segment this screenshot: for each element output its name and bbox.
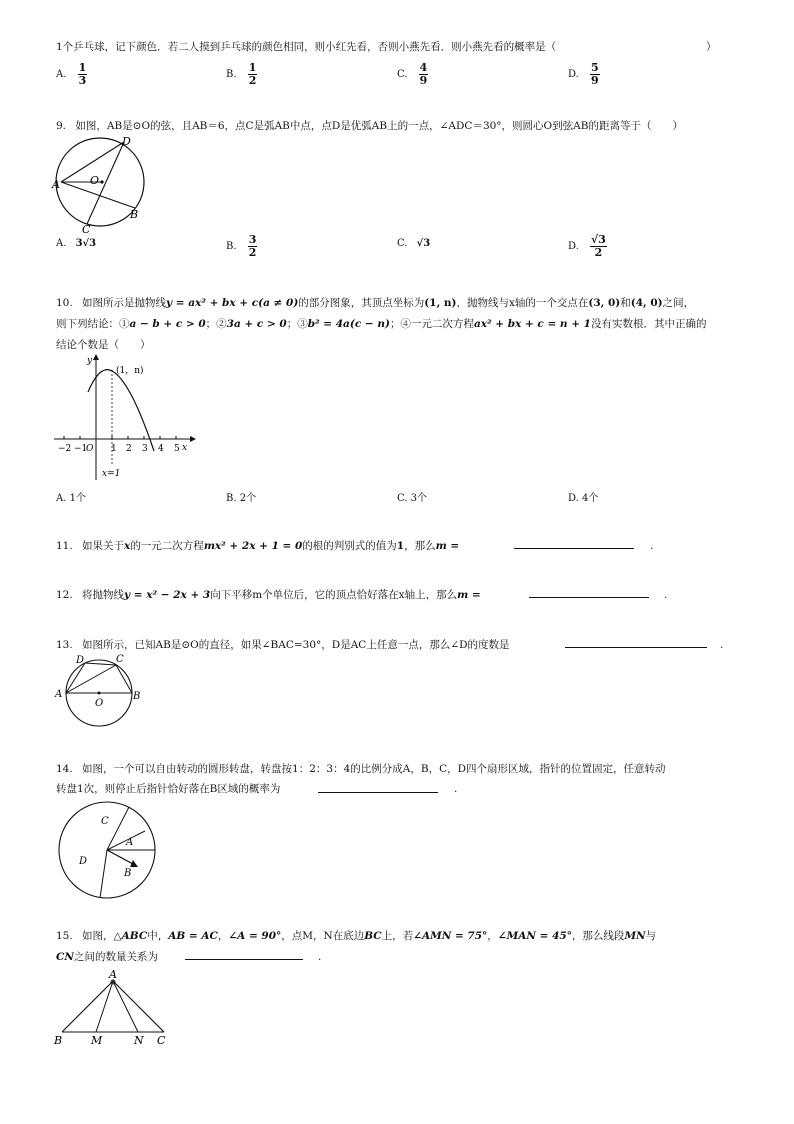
q13-stem: 13. 如图所示，已知AB是⊙O的直径，如果∠BAC=30°，D是AC上任意一点，那么∠D的度数是: [56, 639, 510, 651]
q11-stem: 11. 如果关于x的一元二次方程mx² + 2x + 1 = 0的根的判别式的值为1，那么m =: [56, 540, 460, 552]
q15-side-ab: [62, 981, 113, 1032]
q15-label-c: C: [157, 1034, 166, 1047]
q13-chord-dc: [85, 663, 116, 665]
q14-label-d: D: [79, 856, 88, 867]
q8-option-d[interactable]: D. $\frac{5}{9}$: [568, 61, 599, 87]
q15-label-m: M: [91, 1034, 103, 1047]
q10-tick-1: 1: [111, 444, 117, 454]
q14-line-1: 14. 如图，一个可以自由转动的圆形转盘，转盘按1：2：3：4的比例分成A，B，C，D四个扇形区域，指针的位置固定，任意转动: [56, 763, 666, 775]
q10-origin-label: O: [86, 444, 94, 454]
fraction: $\frac{4}{9}$: [419, 61, 428, 87]
q9-option-a[interactable]: A. 3√3: [56, 238, 97, 249]
q10-line-2: 则下列结论：①a − b + c > 0；②3a + c > 0；③b² = 4a(c − n)；④一元二次方程ax² + bx + c = n + 1没有实数根．其中正确的: [56, 318, 707, 330]
q12-period: .: [664, 589, 668, 601]
q10-tick-3: 3: [142, 444, 148, 454]
q10-y-label: y: [87, 356, 93, 366]
fraction: $\frac{3}{2}$: [248, 233, 257, 259]
q14-label-b: B: [124, 868, 132, 879]
q13-chord-ad: [66, 663, 85, 693]
q10-tick-neg1: −1: [74, 444, 88, 454]
q10-axis-label: x=1: [102, 469, 121, 479]
q13-label-d: D: [76, 655, 85, 666]
q10-line-1: 10. 如图所示是抛物线y = ax² + bx + c(a ≠ 0)的部分图象，其顶点坐标为(1, n)，抛物线与x轴的一个交点在(3, 0)和(4, 0)之间，: [56, 297, 695, 309]
q15-period: .: [318, 951, 322, 963]
q10-option-c[interactable]: C. 3个: [397, 493, 428, 504]
q13-circle-figure: [52, 654, 148, 728]
q14-period: .: [454, 783, 458, 795]
q8-text: 1个乒乓球，记下颜色．若二人摸到乒乓球的颜色相同，则小红先看，否则小燕先看．则小燕先看的概率是（: [56, 41, 557, 53]
q10-option-b[interactable]: B. 2个: [226, 493, 257, 504]
q9-label-o: O: [90, 174, 100, 187]
q15-label-b: B: [54, 1034, 63, 1047]
q13-label-c: C: [116, 654, 124, 665]
q8-option-c[interactable]: C. $\frac{4}{9}$: [397, 61, 428, 87]
q9-label-d: D: [122, 135, 131, 148]
q15-answer-blank[interactable]: [185, 947, 303, 960]
q8-stem: [56, 40, 556, 54]
q10-tick-4: 4: [158, 444, 164, 454]
q9-option-d[interactable]: D. $\frac{√3}{2}$: [568, 233, 606, 259]
fraction: $\frac{1}{3}$: [78, 61, 87, 87]
q15-segment-an: [113, 981, 138, 1032]
q10-y-arrow: [93, 354, 99, 360]
q15-line-1: 15. 如图，△ABC中，AB = AC，∠A = 90°，点M，N在底边BC上，若∠AMN = 75°，∠MAN = 45°，那么线段MN与: [56, 930, 657, 942]
fraction: $\frac{1}{2}$: [248, 61, 257, 87]
q12-answer-blank[interactable]: [529, 585, 649, 598]
q9-option-b[interactable]: B. $\frac{3}{2}$: [226, 233, 257, 259]
q9-label-b: B: [130, 208, 139, 221]
q10-x-arrow: [190, 436, 196, 442]
q10-tick-5: 5: [174, 444, 180, 454]
q13-period: .: [720, 639, 724, 651]
q9-label-a: A: [52, 178, 60, 191]
q13-center-point: [98, 692, 101, 695]
q9-label-c: C: [82, 223, 91, 234]
fraction: $\frac{5}{9}$: [591, 61, 599, 87]
q9-option-c[interactable]: C. √3: [397, 238, 431, 249]
q15-label-n: N: [134, 1034, 144, 1047]
q13-answer-blank[interactable]: [565, 635, 707, 648]
q9-stem: 9. 如图，AB是⊙O的弦，且AB＝6，点C是弧AB中点，点D是优弧AB上的一点，∠ADC＝30°，则圆心O到弦AB的距离等于（ ）: [56, 120, 683, 132]
fraction: $\frac{√3}{2}$: [591, 233, 606, 259]
q14-answer-blank[interactable]: [318, 780, 438, 793]
q8-option-b[interactable]: B. $\frac{1}{2}$: [226, 61, 257, 87]
q14-divider-4: [100, 850, 107, 898]
q13-chord-cb: [116, 665, 132, 693]
q14-pointer: [107, 850, 133, 864]
q9-circle-figure: [50, 134, 150, 234]
q12-stem: 12. 将抛物线y = x² − 2x + 3向下平移m个单位后，它的顶点恰好落在x轴上，那么m =: [56, 589, 481, 601]
q14-label-c: C: [101, 816, 109, 827]
q15-line-2: CN之间的数量关系为: [56, 951, 158, 963]
q14-spinner-figure: [50, 800, 162, 900]
q10-tick-neg2: −2: [58, 444, 72, 454]
q8-option-a[interactable]: A. $\frac{1}{3}$: [56, 61, 87, 87]
q10-option-d[interactable]: D. 4个: [568, 493, 599, 504]
q15-side-ac: [113, 981, 164, 1032]
q10-vertex-label: (1，n): [116, 366, 144, 376]
q13-label-o: O: [95, 698, 104, 709]
q11-period: .: [650, 540, 654, 552]
q15-segment-am: [96, 981, 113, 1032]
q15-label-a: A: [109, 968, 117, 981]
q14-line-2: 转盘1次，则停止后指针恰好落在B区域的概率为: [56, 783, 281, 795]
q14-label-a: A: [126, 837, 134, 848]
q10-parabola-graph: [50, 352, 200, 482]
q13-label-a: A: [55, 689, 63, 700]
q13-label-b: B: [133, 691, 141, 702]
q10-tick-2: 2: [126, 444, 132, 454]
q9-center-point: [100, 180, 103, 183]
q8-paren-close: ）: [706, 41, 717, 53]
q11-answer-blank[interactable]: [514, 536, 634, 549]
q10-line-3: 结论个数是（ ）: [56, 339, 151, 351]
q10-option-a[interactable]: A. 1个: [56, 493, 86, 504]
q13-chord-ac: [66, 665, 116, 693]
q10-x-label: x: [182, 443, 188, 453]
q15-triangle-figure: [50, 966, 176, 1050]
